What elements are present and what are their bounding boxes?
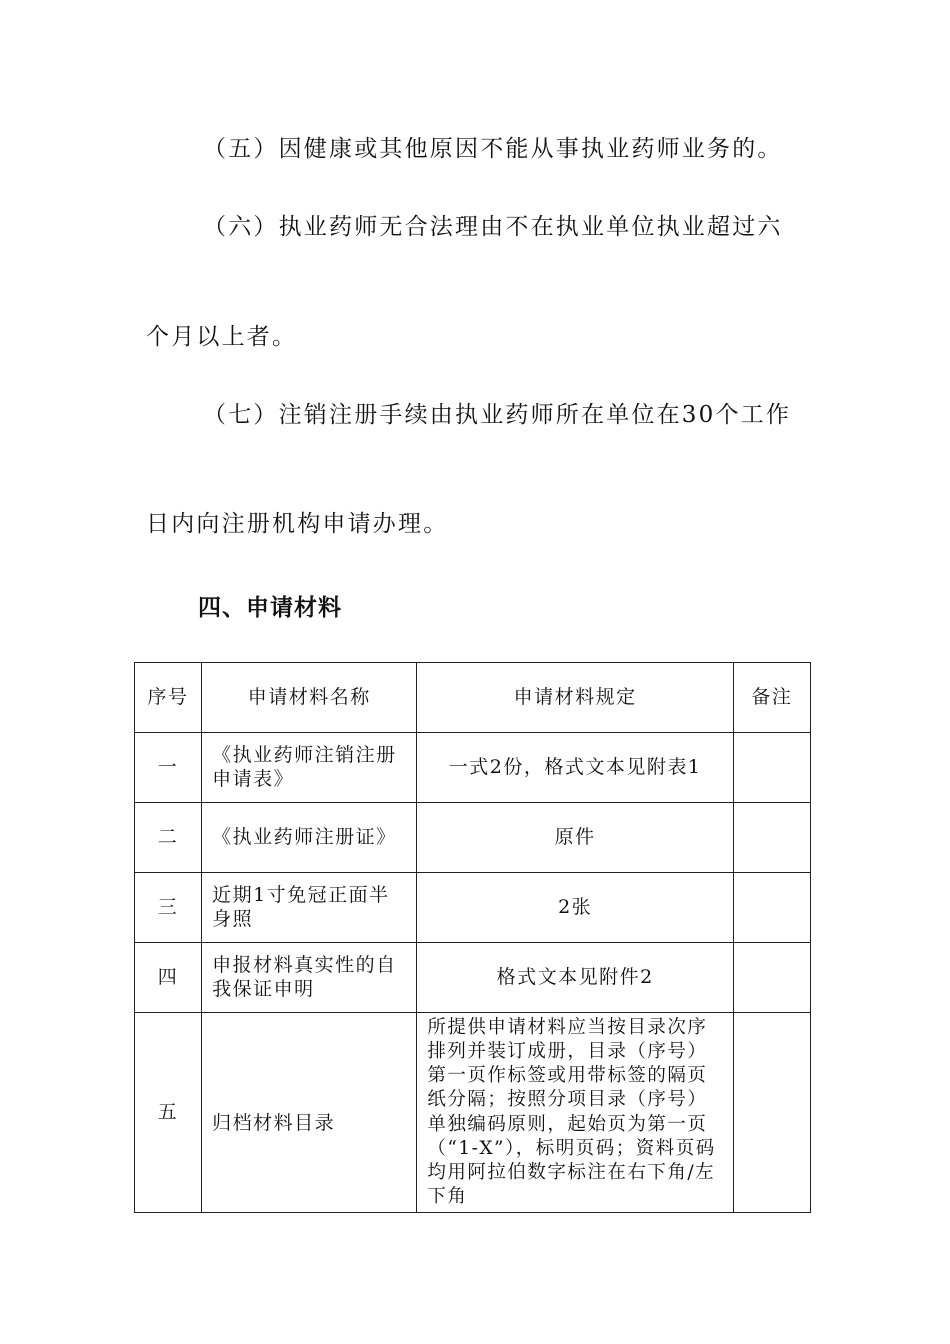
row-number: 一 <box>135 733 202 803</box>
row-material-name: 近期1寸免冠正面半身照 <box>202 873 417 943</box>
materials-table <box>134 662 811 1213</box>
row-material-rule: 2张 <box>417 873 733 943</box>
row-material-name: 《执业药师注册证》 <box>202 803 417 873</box>
section-heading: 四、申请材料 <box>198 595 342 621</box>
header-cell-note: 备注 <box>733 663 810 733</box>
row-material-rule: 原件 <box>417 803 733 873</box>
row-material-name: 申报材料真实性的自我保证申明 <box>202 943 417 1013</box>
table-row <box>135 733 811 803</box>
row-note <box>733 1013 810 1213</box>
row-note <box>733 803 810 873</box>
row-note <box>733 733 810 803</box>
header-cell-number: 序号 <box>135 663 202 733</box>
row-number: 四 <box>135 943 202 1013</box>
row-material-name: 归档材料目录 <box>202 1013 417 1213</box>
paragraph-item-6-continued: 个月以上者。 <box>146 324 298 350</box>
row-number: 五 <box>135 1013 202 1213</box>
table-row <box>135 873 811 943</box>
row-material-rule: 格式文本见附件2 <box>417 943 733 1013</box>
table-row <box>135 943 811 1013</box>
table-header-row <box>135 663 811 733</box>
header-cell-name: 申请材料名称 <box>202 663 417 733</box>
paragraph-item-7: （七）注销注册手续由执业药师所在单位在30个工作 <box>203 402 792 428</box>
table-row <box>135 1013 811 1213</box>
header-cell-rule: 申请材料规定 <box>417 663 733 733</box>
paragraph-item-7-continued: 日内向注册机构申请办理。 <box>146 511 449 537</box>
row-number: 二 <box>135 803 202 873</box>
row-material-name: 《执业药师注销注册申请表》 <box>202 733 417 803</box>
row-note <box>733 943 810 1013</box>
table-row <box>135 803 811 873</box>
row-note <box>733 873 810 943</box>
paragraph-item-6: （六）执业药师无合法理由不在执业单位执业超过六 <box>203 214 783 240</box>
paragraph-item-5: （五）因健康或其他原因不能从事执业药师业务的。 <box>203 136 783 162</box>
row-material-rule: 一式2份，格式文本见附表1 <box>417 733 733 803</box>
row-number: 三 <box>135 873 202 943</box>
row-material-rule: 所提供申请材料应当按目录次序排列并装订成册，目录（序号）第一页作标签或用带标签的隔页纸分隔；按照分项目录（序号）单独编码原则，起始页为第一页（“1-X”），标明页码；资料页码均用阿拉伯数字标注在右下角/左下角 <box>417 1013 733 1213</box>
